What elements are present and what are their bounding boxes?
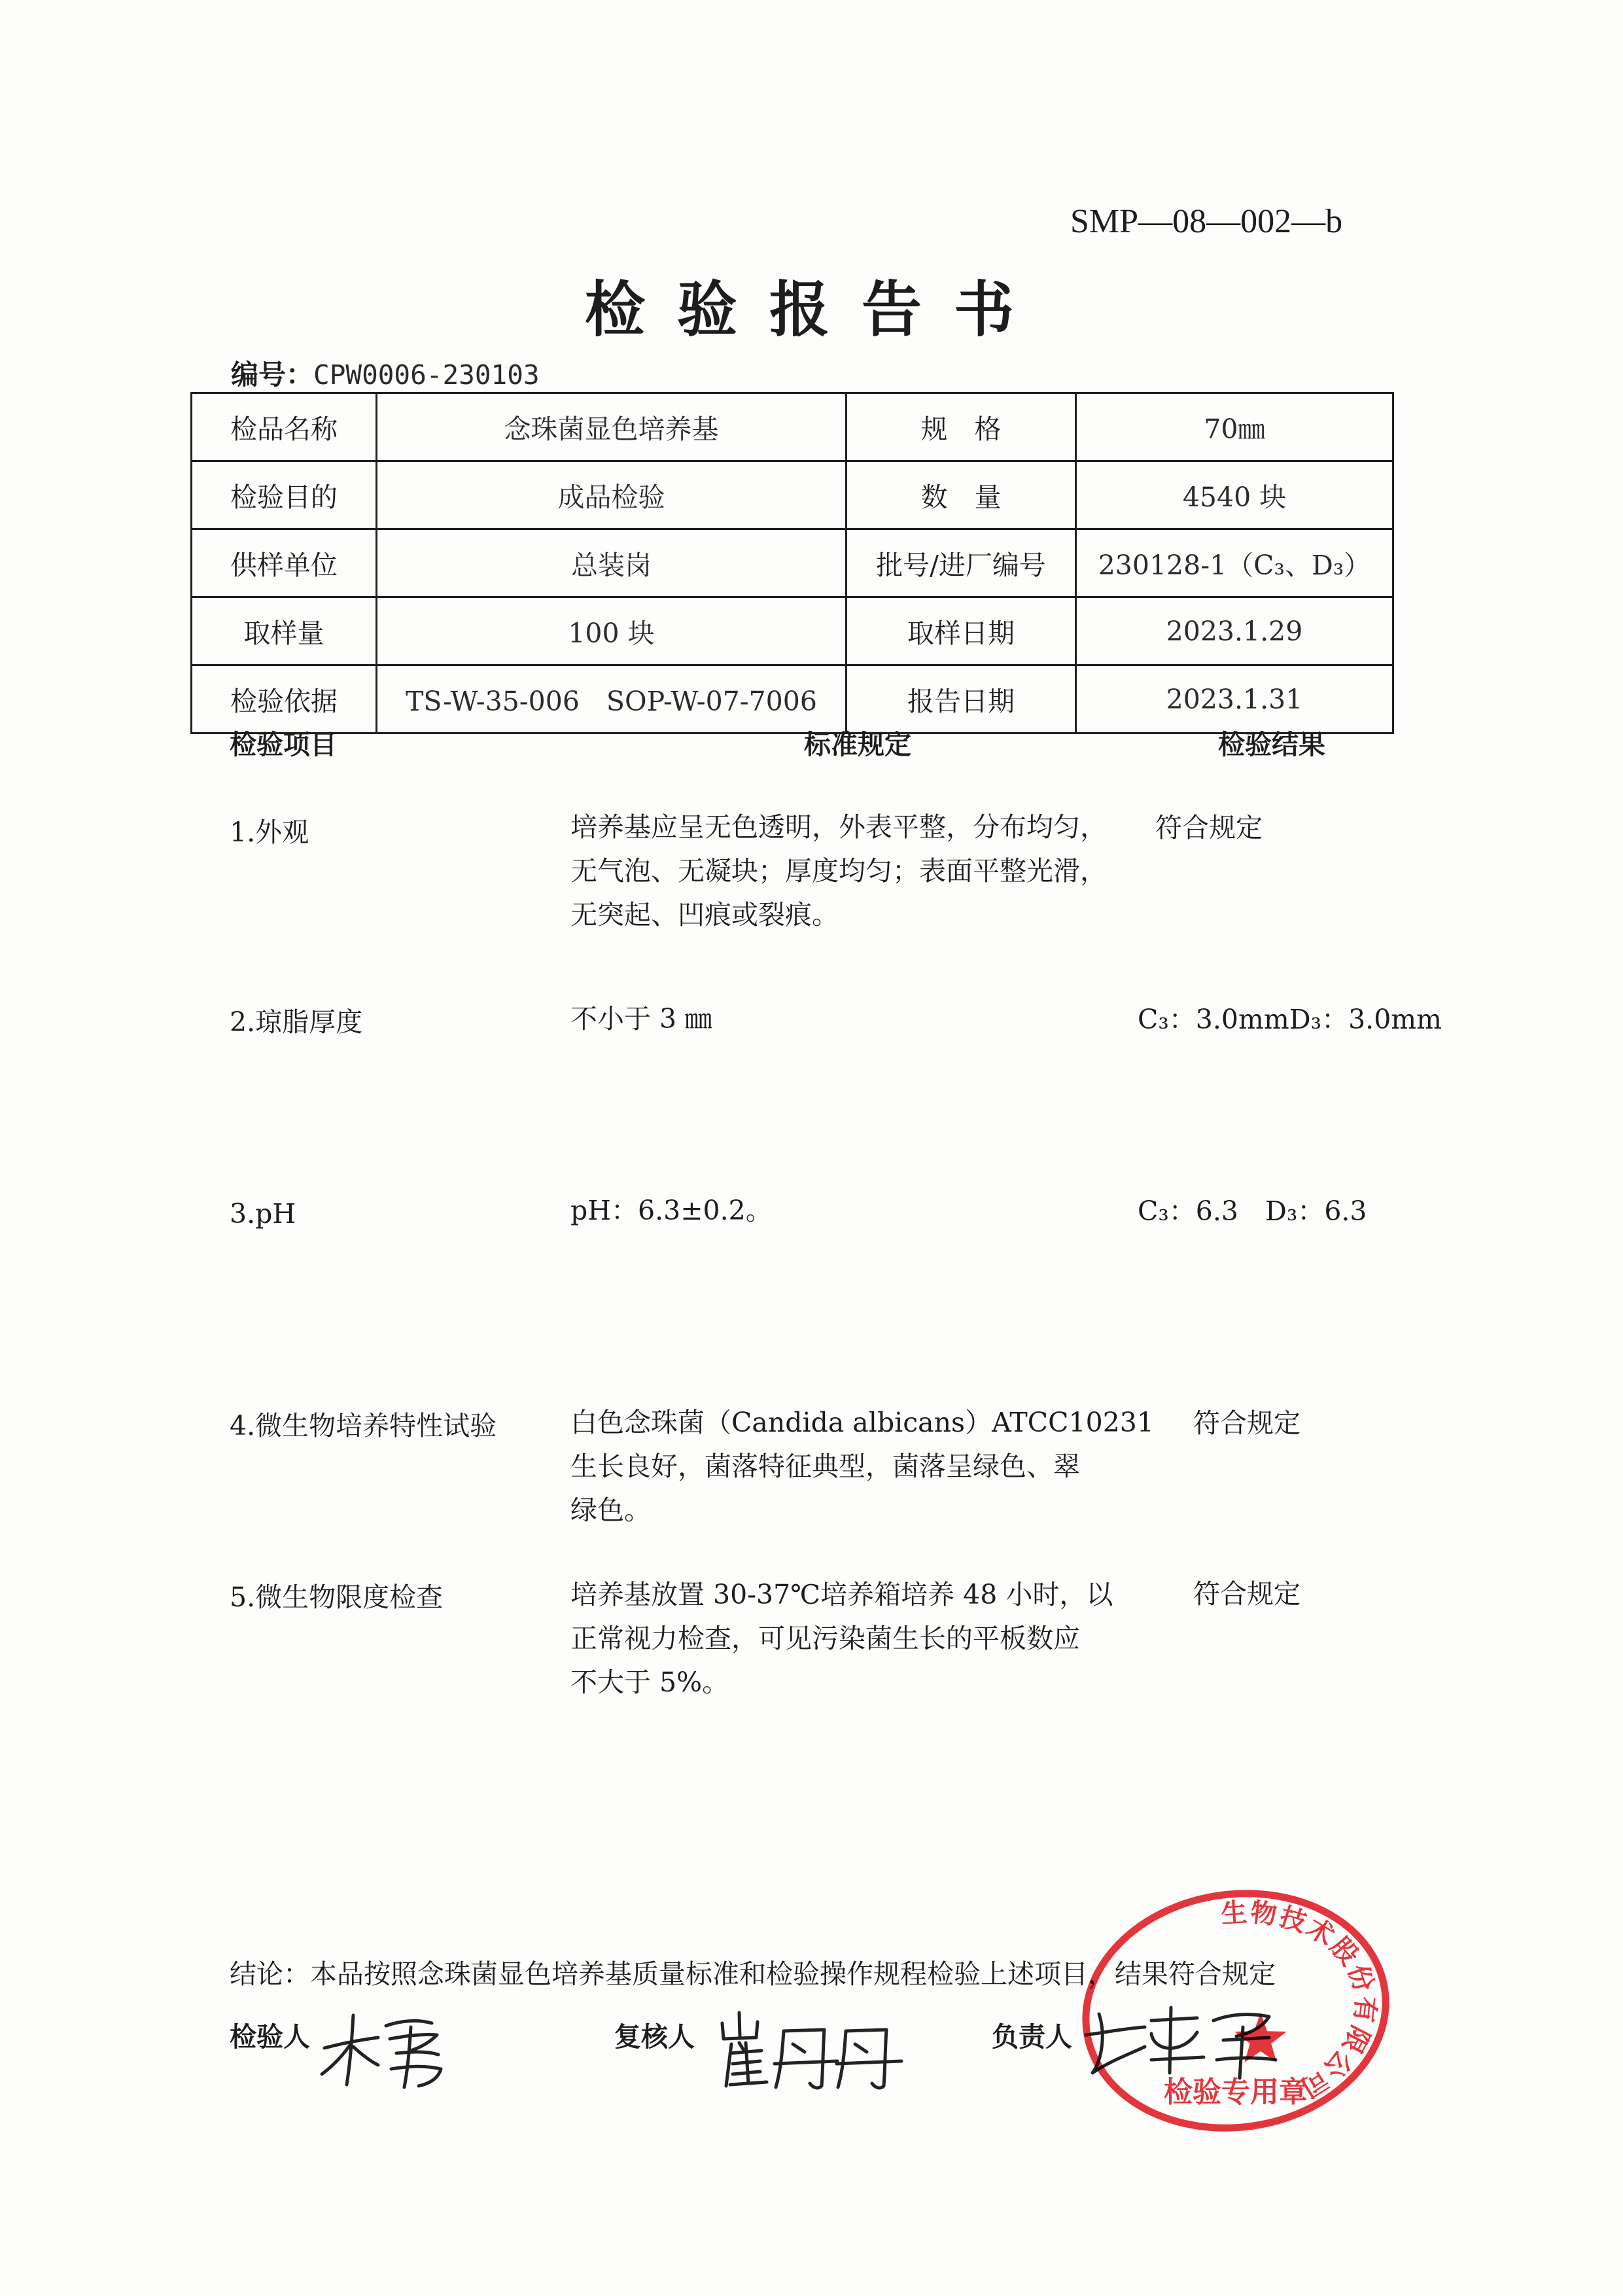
table-cell-label: 检品名称 — [192, 393, 377, 461]
supervisor-label: 负责人 — [992, 2021, 1072, 2053]
standard-line: 绿色。 — [570, 1494, 651, 1526]
table-cell-value: 总装岗 — [377, 529, 846, 597]
seal-ring-text: 生物技术股份有限公司 — [1220, 1898, 1381, 2104]
test-item-name: 2.琼脂厚度 — [230, 1006, 363, 1038]
table-cell-label: 数 量 — [846, 461, 1076, 529]
test-item-name: 4.微生物培养特性试验 — [230, 1410, 497, 1441]
test-item-standard — [570, 805, 1107, 937]
test-item-standard — [570, 1401, 1154, 1532]
report-title: 检验报告书 — [585, 274, 1047, 345]
inspection-seal — [1066, 1871, 1420, 2159]
standard-line: 生长良好，菌落特征典型，菌落呈绿色、翠 — [570, 1451, 1080, 1482]
standard-line: 培养基放置 30-37℃培养箱培养 48 小时，以 — [570, 1579, 1113, 1610]
table-cell-value: 2023.1.31 — [1076, 665, 1393, 733]
items-header-result: 检验结果 — [1218, 729, 1325, 760]
table-cell-value: 2023.1.29 — [1076, 597, 1393, 665]
table-row — [192, 665, 1393, 733]
test-item-result: 符合规定 — [1155, 812, 1263, 843]
table-cell-label: 检验目的 — [192, 461, 377, 529]
table-cell-label: 取样量 — [192, 597, 377, 665]
table-row — [192, 529, 1393, 597]
items-header-item: 检验项目 — [230, 729, 337, 760]
report-number — [231, 357, 540, 393]
conclusion-text: 结论：本品按照念珠菌显色培养基质量标准和检验操作规程检验上述项目，结果符合规定 — [230, 1958, 1276, 1990]
test-item-name: 5.微生物限度检查 — [230, 1581, 444, 1613]
table-cell-label: 报告日期 — [846, 665, 1076, 733]
table-cell-label: 取样日期 — [846, 597, 1076, 665]
reviewer-label: 复核人 — [614, 2021, 695, 2053]
table-cell-value: 4540 块 — [1076, 461, 1393, 529]
test-item-result: 符合规定 — [1193, 1578, 1300, 1610]
test-item-name: 1.外观 — [230, 817, 309, 848]
standard-line: 无突起、凹痕或裂痕。 — [570, 899, 839, 930]
items-header-standard: 标准规定 — [804, 729, 911, 760]
table-cell-value: 70㎜ — [1076, 393, 1393, 461]
table-row — [192, 461, 1393, 529]
test-item-standard — [570, 1189, 773, 1233]
table-cell-value: 100 块 — [377, 597, 846, 665]
standard-line: 无气泡、无凝块；厚度均匀；表面平整光滑， — [570, 855, 1107, 887]
table-cell-label: 规 格 — [846, 393, 1076, 461]
table-cell-value: 念珠菌显色培养基 — [377, 393, 846, 461]
test-item-name: 3.pH — [230, 1198, 296, 1229]
seal-star-icon — [1234, 2013, 1287, 2062]
standard-line: 不小于 3 ㎜ — [570, 1003, 712, 1034]
table-cell-value: 成品检验 — [377, 461, 846, 529]
standard-line: 白色念珠菌（Candida albicans）ATCC10231 — [570, 1407, 1154, 1438]
test-item-standard — [570, 997, 712, 1041]
report-number-value: CPW0006-230103 — [313, 359, 540, 391]
standard-line: 不大于 5%。 — [570, 1667, 729, 1698]
table-cell-label: 批号/进厂编号 — [846, 529, 1076, 597]
table-cell-label: 检验依据 — [192, 665, 377, 733]
test-item-result: C₃：6.3 D₃：6.3 — [1138, 1195, 1367, 1227]
standard-line: pH：6.3±0.2。 — [570, 1195, 773, 1226]
report-number-label: 编号： — [231, 359, 314, 391]
document-code: SMP—08—002—b — [1070, 203, 1343, 240]
seal-center-text: 检验专用章 — [1164, 2075, 1308, 2109]
inspector-signature — [313, 2001, 450, 2093]
standard-line: 培养基应呈无色透明，外表平整，分布均匀， — [570, 811, 1107, 843]
sample-info-table — [190, 392, 1394, 734]
test-item-result: 符合规定 — [1193, 1407, 1300, 1439]
table-cell-value: TS-W-35-006 SOP-W-07-7006 — [377, 665, 846, 733]
test-item-standard — [570, 1573, 1113, 1704]
inspector-label: 检验人 — [230, 2021, 310, 2053]
table-cell-label: 供样单位 — [192, 529, 377, 597]
test-item-result: C₃：3.0mmD₃：3.0mm — [1138, 1004, 1442, 1035]
table-cell-value: 230128-1（C₃、D₃） — [1076, 529, 1393, 597]
table-row — [192, 393, 1393, 461]
reviewer-signature — [713, 2004, 909, 2095]
standard-line: 正常视力检查，可见污染菌生长的平板数应 — [570, 1623, 1080, 1654]
table-row — [192, 597, 1393, 665]
